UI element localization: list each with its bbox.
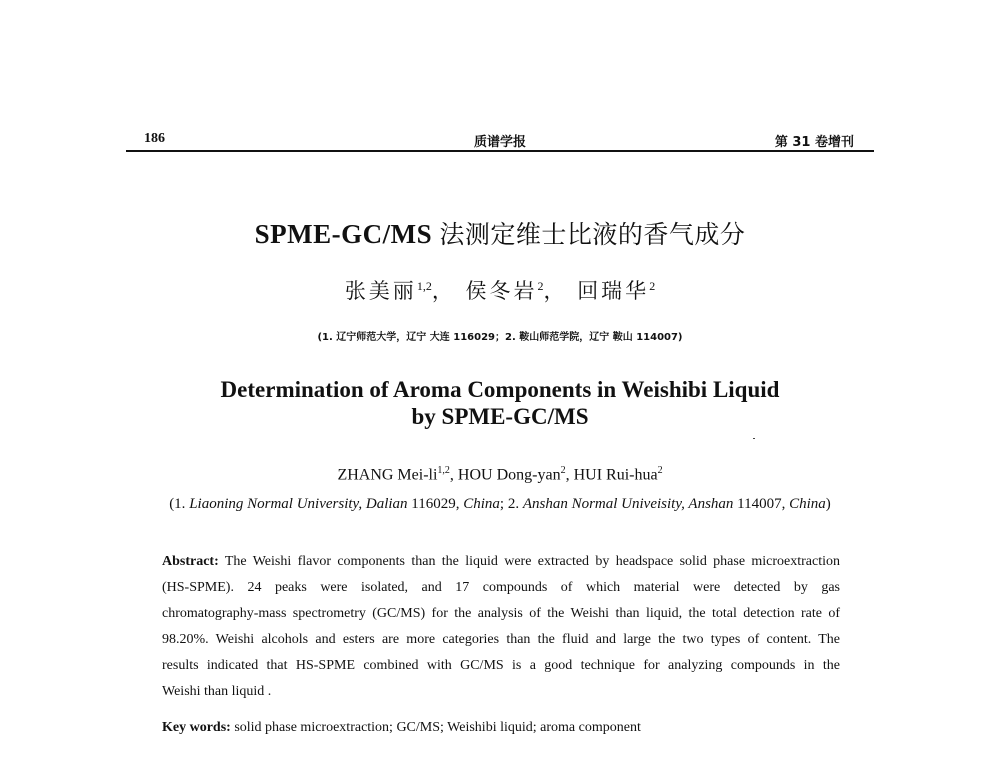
affiliation-country: China	[463, 496, 500, 512]
author-name: 侯冬岩	[465, 279, 538, 303]
affiliation-institution: Liaoning Normal University, Dalian	[189, 496, 408, 512]
keywords-text: solid phase microextraction; GC/MS; Weishibi liquid; aroma component	[234, 720, 641, 735]
page-number: 186	[144, 131, 165, 146]
keywords	[162, 717, 840, 739]
abstract-text: The Weishi flavor components than the liquid were extracted by headspace solid phase microextraction	[224, 554, 840, 569]
abstract-line: 98.20%. Weishi alcohols and esters are more categories than the fluid and large the two types of content. The	[162, 632, 840, 647]
english-title-line: Determination of Aroma Components in Weishibi Liquid	[220, 377, 780, 402]
english-authors: ZHANG Mei-li$^{1,2}$, HOU Dong-yan$^2$, HUI Rui-hua$^2$	[337, 465, 663, 484]
abstract-label: Abstract:	[162, 554, 219, 569]
author-affiliation-mark: 2	[560, 465, 566, 476]
author-name: 回瑞华	[577, 279, 650, 303]
affiliation-country: China	[789, 496, 826, 512]
english-title	[0, 376, 1000, 430]
affiliation-text: 114007,	[733, 496, 790, 512]
scan-artifact	[753, 438, 755, 439]
running-header	[126, 131, 874, 151]
abstract-line: chromatography-mass spectrometry (GC/MS) for the analysis of the Weishi than liquid, the total detection rate of	[162, 606, 840, 621]
chinese-title-latin: SPME-GC/MS	[254, 219, 433, 249]
affiliation-text: ; 2.	[499, 496, 523, 512]
abstract-line	[162, 549, 840, 575]
author-affiliation-mark: 1,2	[437, 465, 450, 476]
affiliation-text: )	[825, 496, 831, 512]
chinese-authors: 张美丽$^{1,2}$， 侯冬岩$^2$， 回瑞华$^2$	[344, 279, 656, 303]
journal-name: 质谱学报	[473, 135, 526, 150]
author-affiliation-mark: 2	[649, 279, 656, 293]
chinese-title-han: 法测定维士比液的香气成分	[439, 220, 746, 249]
author-name: HUI Rui-hua	[573, 466, 658, 484]
abstract-line: (HS-SPME). 24 peaks were isolated, and 17 compounds of which material were detected by gas	[162, 580, 840, 595]
volume-info: 第 31 卷增刊	[774, 135, 854, 150]
affiliation-institution: Anshan Normal Univeisity, Anshan	[522, 496, 734, 512]
author-name: HOU Dong-yan	[457, 466, 561, 484]
chinese-title	[0, 215, 1000, 251]
abstract-line: Weishi than liquid .	[162, 684, 272, 699]
author-name: 张美丽	[344, 279, 417, 303]
chinese-affiliation: (1. 辽宁师范大学，辽宁 大连 116029；2. 鞍山师范学院，辽宁 鞍山 114007)	[317, 332, 683, 343]
english-affiliation	[0, 496, 1000, 513]
abstract	[162, 549, 840, 705]
affiliation-text: 116029,	[407, 496, 464, 512]
abstract-line: results indicated that HS-SPME combined with GC/MS is a good technique for analyzing compounds in the	[162, 658, 840, 673]
header-rule	[126, 150, 874, 152]
author-affiliation-mark: 2	[537, 279, 544, 293]
affiliation-text: (1.	[169, 496, 190, 512]
keywords-label: Key words:	[162, 720, 231, 735]
author-affiliation-mark: 2	[657, 465, 663, 476]
english-title-line: by SPME-GC/MS	[411, 404, 589, 429]
author-affiliation-mark: 1,2	[416, 279, 432, 293]
author-name: ZHANG Mei-li	[337, 466, 438, 484]
